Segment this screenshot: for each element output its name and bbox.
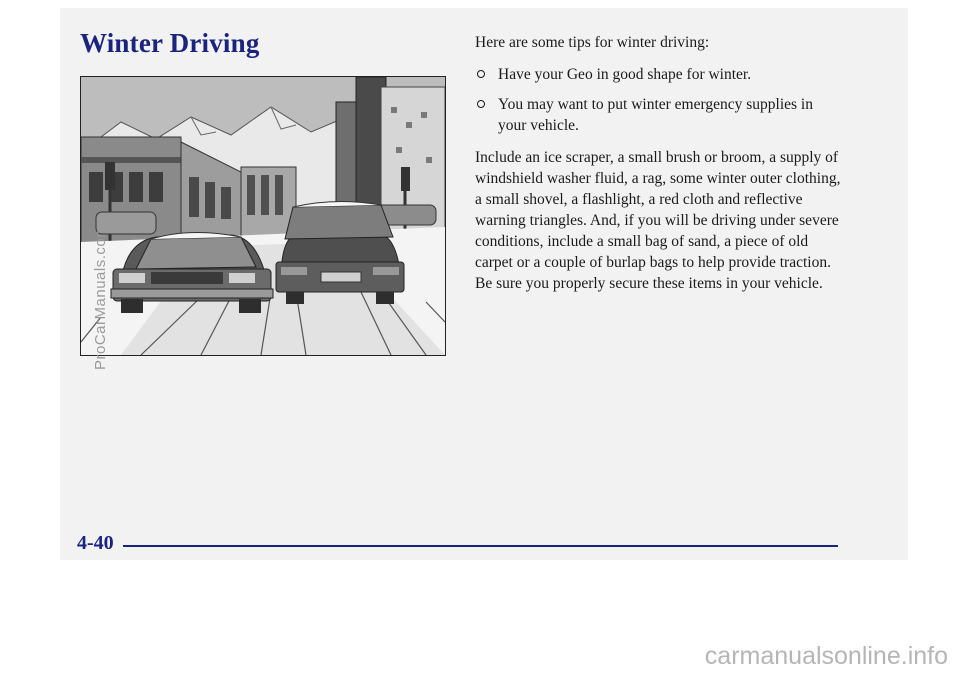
supplies-paragraph: Include an ice scraper, a small brush or broom, a supply of windshield washer fluid, a rag, some winter outer clothing, a small shovel, a flashlight, a red cloth and reflective warning triangles. And, if you will be driving under severe conditions, include a small bag of sand, a piece of old carpet or a couple of burlap bags to help provide traction. Be sure you properly secure these items in your vehicle. bbox=[475, 149, 841, 292]
watermark-carmanualsonline: carmanualsonline.info bbox=[704, 642, 948, 670]
text-column bbox=[475, 32, 845, 305]
page-number: 4-40 bbox=[77, 532, 114, 554]
bullet-text: You may want to put winter emergency supplies in your vehicle. bbox=[498, 96, 813, 134]
footer-rule bbox=[123, 545, 838, 547]
page-title: Winter Driving bbox=[80, 28, 260, 58]
list-item bbox=[475, 64, 845, 85]
bullet-icon bbox=[477, 100, 485, 108]
winter-street-illustration bbox=[80, 76, 446, 356]
bullet-text: Have your Geo in good shape for winter. bbox=[498, 66, 752, 83]
bullet-icon bbox=[477, 70, 485, 78]
tips-list bbox=[475, 64, 845, 136]
intro-paragraph: Here are some tips for winter driving: bbox=[475, 34, 710, 51]
list-item bbox=[475, 94, 845, 136]
watermark-procarmanuals: ProCarManuals.com bbox=[92, 224, 109, 370]
